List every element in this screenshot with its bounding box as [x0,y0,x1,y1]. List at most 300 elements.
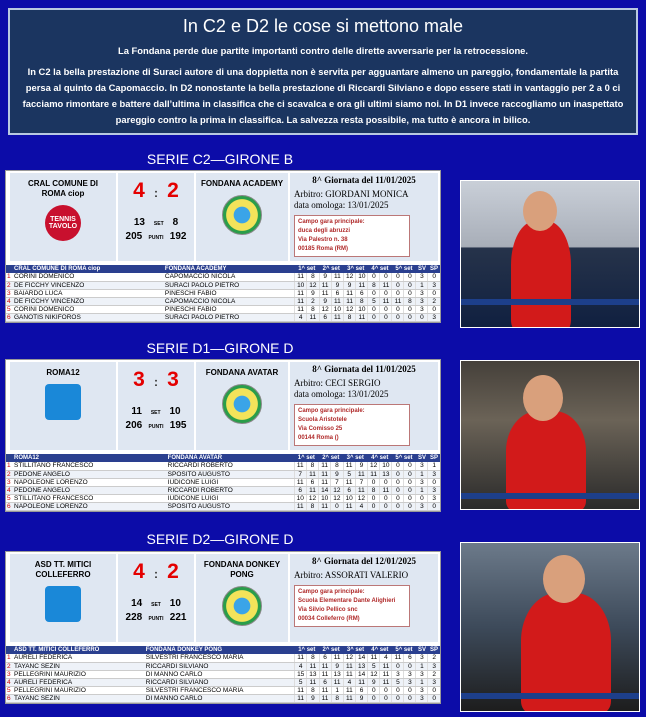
table-cell: 6 [319,654,331,662]
ping-pong-table [461,693,640,699]
table-cell: 11 [319,694,331,702]
player-head [543,555,585,603]
campo-city: 00034 Colleferro (RM) [298,616,360,622]
table-cell: 0 [404,305,416,313]
table-row [6,502,440,510]
campo-street: Via Palestro n. 38 [298,237,348,243]
table-cell: 9 [331,281,343,289]
table-cell: 11 [307,678,319,686]
table-cell: 12 [331,486,343,494]
table-cell: 0 [368,478,380,486]
table-cell: 3 [428,494,440,502]
campo-name: Scuola Aristotele [298,417,347,423]
score-panel [118,554,194,642]
table-cell: 14 [356,654,368,662]
summary-subtitle: La Fondana perde due partite importanti contro delle dirette avversarie per la retrocessione. [117,45,528,56]
table-cell: 0 [368,289,380,297]
table-cell: 12 [307,281,319,289]
home-team-name: ASD TT. MITICI COLLEFERRO [34,560,92,579]
table-cell: 11 [319,502,331,510]
table-cell: 11 [319,686,331,694]
table-cell: 14 [319,486,331,494]
table-cell: 1 [416,486,428,494]
table-cell: 0 [392,462,404,470]
table-cell: 11 [295,289,307,297]
table-row [6,297,440,305]
table-cell: 12 [368,462,380,470]
home-team-logo [45,586,81,622]
campo-label: Campo gara principale: [298,219,365,225]
column-header: 4^ set [368,454,392,462]
table-cell: 13 [380,470,392,478]
table-cell: 0 [368,494,380,502]
table-cell: 1 [416,678,428,686]
match-card-c2 [5,170,441,323]
table-cell: 2 [428,670,440,678]
home-score: 3 [133,368,145,391]
table-cell: PINESCHI FABIO [163,289,295,297]
table-cell: CAPOMACCIO NICOLA [163,273,295,281]
set-home: 14 [131,598,143,609]
table-cell: 3 [416,297,428,305]
match-card-d1 [5,359,441,512]
results-table [6,265,440,322]
giornata: 8^ Giornata del 11/01/2025 [312,364,416,374]
table-cell: 11 [319,462,331,470]
table-cell: 3 [416,686,428,694]
campo-name: duca degli abruzzi [298,228,351,234]
table-cell: 11 [380,486,392,494]
table-cell: NAPOLEONE LORENZO [12,502,166,510]
table-cell: SURACI PAOLO PIETRO [163,281,295,289]
away-score: 2 [167,560,179,583]
table-cell: 8 [331,694,343,702]
home-team-panel [10,362,116,450]
table-cell: PEDONE ANGELO [12,486,166,494]
results-table [6,454,440,511]
table-cell: 10 [356,273,368,281]
table-cell: 9 [344,281,356,289]
table-cell: 8 [368,486,380,494]
table-cell: 14 [356,670,368,678]
table-cell: 11 [306,486,318,494]
arbitro: Arbitro: GIORDANI MONICA [294,189,409,199]
table-cell: 3 [416,305,428,313]
pts-away: 195 [169,420,187,431]
table-cell: 5 [7,305,11,313]
table-cell: STILLITANO FRANCESCO [12,462,166,470]
table-cell: RICCARDI ROBERTO [166,486,294,494]
table-cell: 8 [307,273,319,281]
table-cell: 12 [355,494,367,502]
away-score: 2 [167,179,179,202]
table-row [6,462,440,470]
table-cell: CAPOMACCIO NICOLA [163,297,295,305]
column-header: SP [429,647,438,653]
table-cell: 0 [380,313,392,321]
table-cell: 11 [331,678,343,686]
set-home: 11 [131,406,142,417]
table-cell: 3 [428,281,440,289]
score-panel [118,173,194,261]
table-cell: 3 [7,289,11,297]
table-cell: STILLITANO FRANCESCO [12,494,166,502]
table-cell: 0 [392,273,404,281]
table-cell: 11 [319,281,331,289]
table-cell: 0 [404,470,416,478]
table-cell: 11 [368,654,380,662]
fondana-logo [222,586,262,626]
table-cell: 6 [7,502,11,510]
table-cell: 8 [306,462,318,470]
table-row [6,494,440,502]
table-cell: DE FICCHY VINCENZO [12,281,163,289]
table-cell: 7 [355,478,367,486]
table-cell: 4 [355,502,367,510]
home-team-panel [10,554,116,642]
table-cell: 0 [404,462,416,470]
column-header: SP [429,266,438,272]
table-cell: 11 [344,297,356,305]
table-cell: 11 [355,470,367,478]
table-cell: 9 [368,678,380,686]
table-cell: 11 [380,297,392,305]
table-cell: 11 [319,478,331,486]
table-cell: GANOTIS NIKIFOROS [12,313,163,321]
table-cell: 8 [307,654,319,662]
table-cell: PELLEGRINI MAURIZIO [12,670,144,678]
column-header: 1^ set [295,646,319,654]
table-cell: 13 [331,670,343,678]
table-cell: 0 [380,494,392,502]
table-row [6,670,440,678]
table-cell: 7 [331,478,343,486]
table-cell: 11 [343,694,355,702]
table-cell: 11 [380,670,392,678]
table-cell: 0 [392,486,404,494]
table-cell: 11 [307,662,319,670]
section-title-d1: SERIE D1—GIRONE D [146,340,294,356]
table-cell: SPOSITO AUGUSTO [166,502,294,510]
player-photo-d1 [460,360,640,510]
table-cell: 4 [343,678,355,686]
table-cell: 5 [295,678,307,686]
table-cell: 1 [416,662,428,670]
table-cell: 6 [294,486,306,494]
match-info [290,173,438,261]
table-cell: 3 [416,478,428,486]
table-cell: 11 [319,670,331,678]
table-row [6,313,440,321]
table-cell: 11 [380,281,392,289]
table-cell: DI MANNO CARLO [144,670,295,678]
page-title: In C2 e D2 le cose si mettono male [182,16,464,36]
table-cell: 0 [404,478,416,486]
column-header: 5^ set [392,646,416,654]
table-cell: 0 [368,273,380,281]
table-cell: SPOSITO AUGUSTO [166,470,294,478]
table-cell: 0 [428,694,440,702]
campo-street: Via Comisso 25 [298,426,343,432]
table-row [6,686,440,694]
table-cell: 0 [380,305,392,313]
table-cell: 8 [344,313,356,321]
player-photo-c2 [460,180,640,328]
table-cell: 11 [356,678,368,686]
table-cell: 9 [331,662,343,670]
table-cell: 11 [319,289,331,297]
table-cell: 1 [7,654,11,662]
table-cell: 11 [331,654,343,662]
table-cell: AURELI FEDERICA [12,654,144,662]
table-cell: 5 [7,494,11,502]
set-away: 10 [169,598,181,609]
table-cell: 0 [392,502,404,510]
campo-label: Campo gara principale: [298,408,365,414]
table-row [6,305,440,313]
home-team-logo: TENNIS TAVOLO [45,205,81,241]
match-info [290,554,438,642]
table-cell: 9 [319,273,331,281]
table-cell: 0 [380,273,392,281]
table-cell: 4 [7,486,11,494]
table-cell: 0 [404,694,416,702]
table-cell: 9 [319,297,331,305]
home-team-name: ROMA12 [46,368,80,377]
table-cell: 6 [404,654,416,662]
table-cell: 3 [404,670,416,678]
column-header: 2^ set [319,646,343,654]
table-cell: 0 [428,686,440,694]
table-cell: 9 [307,289,319,297]
column-header: 2^ set [319,265,343,273]
column-header: 3^ set [344,265,368,273]
table-cell: 6 [7,694,11,702]
table-cell: 13 [356,662,368,670]
table-row [6,273,440,281]
table-cell: 4 [295,313,307,321]
home-score: 4 [133,179,145,202]
pts-away: 192 [169,231,187,242]
table-cell: 1 [7,462,11,470]
table-cell: 0 [380,502,392,510]
table-cell: 3 [416,654,428,662]
table-cell: 6 [356,686,368,694]
table-cell: 11 [295,305,307,313]
table-row [6,678,440,686]
table-cell: PELLEGRINI MAURIZIO [12,686,144,694]
away-team-panel [196,173,288,261]
home-team-name: CRAL COMUNE DI ROMA ciop [27,179,99,198]
table-cell: 2 [7,662,11,670]
table-cell: 0 [392,305,404,313]
table-cell: 0 [368,305,380,313]
table-cell: 2 [428,654,440,662]
table-cell: 8 [404,297,416,305]
table-cell: 3 [416,502,428,510]
pts-home: 228 [125,612,143,623]
table-cell: 0 [368,502,380,510]
column-header: 5^ set [392,454,416,462]
away-team-name: FONDANA AVATAR [205,368,279,377]
table-cell: 10 [295,281,307,289]
section-title-d2: SERIE D2—GIRONE D [146,531,294,547]
table-cell: 3 [416,289,428,297]
table-cell: 8 [368,281,380,289]
column-header: ROMA12 [12,454,166,462]
column-header: SV [417,647,426,653]
player-head [523,375,563,421]
results-table [6,646,440,703]
table-cell: 3 [428,313,440,321]
table-cell: 11 [307,313,319,321]
table-cell: 6 [319,313,331,321]
table-cell: 3 [392,670,404,678]
table-cell: 1 [416,281,428,289]
table-cell: 11 [392,654,404,662]
table-cell: 11 [380,678,392,686]
table-cell: 11 [295,654,307,662]
table-row [6,486,440,494]
table-cell: 6 [343,486,355,494]
table-row [6,281,440,289]
table-cell: 6 [306,478,318,486]
table-cell: 0 [416,494,428,502]
table-cell: 10 [319,494,331,502]
omologa: data omologa: 13/01/2025 [294,200,389,210]
table-cell: DE FICCHY VINCENZO [12,297,163,305]
table-cell: 0 [331,502,343,510]
player-figure [511,221,571,328]
table-cell: 12 [343,654,355,662]
table-cell: 12 [344,305,356,313]
away-score: 3 [167,368,179,391]
table-cell: 11 [295,686,307,694]
table-cell: 3 [416,462,428,470]
table-cell: 11 [306,470,318,478]
table-cell: 4 [7,297,11,305]
table-cell: 0 [368,686,380,694]
ping-pong-table [461,493,640,499]
away-team-panel [196,362,288,450]
table-cell: 11 [295,297,307,305]
table-cell: 6 [319,678,331,686]
table-cell: 5 [392,678,404,686]
table-cell: 11 [294,502,306,510]
table-row [6,654,440,662]
table-cell: 0 [404,313,416,321]
campo-city: 00185 Roma (RM) [298,246,349,252]
table-cell: 0 [392,662,404,670]
match-info [290,362,438,450]
table-cell: 3 [428,662,440,670]
table-cell: 10 [294,494,306,502]
table-cell: 7 [294,470,306,478]
set-label: SET [153,221,164,227]
table-cell: 4 [380,654,392,662]
table-cell: 11 [319,662,331,670]
summary-body: In C2 la bella prestazione di Suraci autore di una doppietta non è servita per agguantare almeno un pareggio, fondamentale la partita persa al quinto da Capomaccio. In D2 nonostante la bella prestazione di Riccardi Silviano e dopo essere stati in vantaggio per 2 a 0 ci facciamo rimontare e battere dall’ultima in classifica che ci scavalca e ora gli ultimi siamo noi. In D1 invece raccogliamo un inaspettato pareggio contro la prima in classifica. La salvezza resta possibile, ma tutto è ancora in bilico. [22,66,624,125]
column-header: 5^ set [392,265,416,273]
set-away: 10 [169,406,181,417]
table-cell: 11 [344,289,356,297]
table-cell: 11 [356,281,368,289]
table-cell: 3 [416,273,428,281]
table-cell: BAIARDO LUCA [12,289,163,297]
table-cell: 11 [295,273,307,281]
table-cell: 11 [343,478,355,486]
table-cell: 11 [331,297,343,305]
table-cell: 0 [428,273,440,281]
campo-city: 00144 Roma () [298,435,339,441]
away-team-name: FONDANA DONKEY PONG [203,560,281,579]
pts-label: PUNTI [148,616,164,622]
table-cell: SILVESTRI FRANCESCO MARIA [144,686,295,694]
table-header-row [6,454,440,462]
table-cell: 0 [404,502,416,510]
news-header [8,8,638,135]
table-cell: 8 [356,297,368,305]
table-row [6,662,440,670]
table-cell: 5 [343,470,355,478]
table-cell: PINESCHI FABIO [163,305,295,313]
table-cell: 0 [404,686,416,694]
table-cell: 3 [404,678,416,686]
table-cell: 11 [356,313,368,321]
table-cell: TAYANC SEZIN [12,662,144,670]
table-cell: 8 [331,462,343,470]
ping-pong-table [461,299,640,305]
table-cell: 0 [380,289,392,297]
section-title-c2: SERIE C2—GIRONE B [146,151,294,167]
table-cell: 0 [404,281,416,289]
omologa: data omologa: 13/01/2025 [294,389,389,399]
table-row [6,694,440,702]
table-cell: 6 [331,289,343,297]
table-cell: NAPOLEONE LORENZO [12,478,166,486]
table-cell: 8 [307,305,319,313]
table-cell: TAYANC SEZIN [12,694,144,702]
table-cell: 0 [380,478,392,486]
home-team-logo [45,384,81,420]
table-cell: 12 [306,494,318,502]
pts-home: 205 [125,231,143,242]
table-cell: 6 [7,313,11,321]
table-cell: 3 [416,694,428,702]
table-cell: 11 [343,502,355,510]
table-cell: 12 [319,305,331,313]
table-cell: 11 [343,686,355,694]
table-cell: 11 [319,470,331,478]
table-row [6,470,440,478]
player-photo-d2 [460,542,640,712]
table-cell: 0 [392,686,404,694]
score-sep: : [154,375,158,389]
column-header: FONDANA ACADEMY [163,265,295,273]
table-cell: 6 [356,289,368,297]
table-cell: 12 [344,273,356,281]
column-header: 4^ set [368,265,392,273]
away-team-panel [196,554,288,642]
table-cell: 0 [416,313,428,321]
table-header-row [6,265,440,273]
table-cell: 3 [428,470,440,478]
table-cell: 1 [428,462,440,470]
score-sep: : [154,186,158,200]
table-cell: 1 [416,470,428,478]
table-cell: 0 [404,486,416,494]
table-cell: 11 [294,478,306,486]
